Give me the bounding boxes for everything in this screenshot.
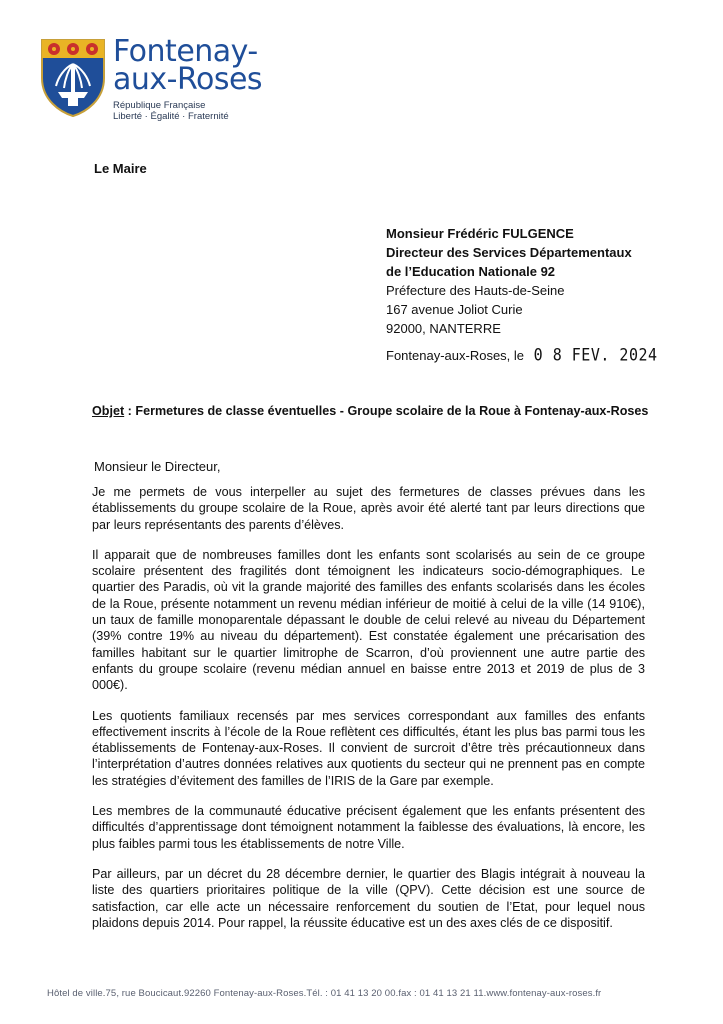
logo-name-line2: aux-Roses (113, 62, 263, 97)
paragraph: Les membres de la communauté éducative précisent également que les enfants présentent des difficultés d’apprentissage dont témoignent notamment la faiblesse des évaluations, là encore, les plus faibles parmi tous les établissements de notre Ville. (92, 804, 645, 851)
paragraph: Il apparait que de nombreuses familles dont les enfants sont scolarisés au sein de ce groupe scolaire présentent des fragilités dont témoignent les indicateurs socio-démographiques. Le quartier des Paradis, où vit la grande majorité des familles des enfants scolarisés dans les écoles de la Roue, présente notamment un revenu médian inférieur de moitié à celui de la ville (14 910€), un taux de famille monoparentale dépassant le double de celui relevé au niveau du Département (39% contre 19% au niveau du département). Est constatée également une précarisation des familles habitant sur le quartier limitrophe de Scarron, d’où proviennent une autre partie des enfants du groupe scolaire (revenu médian annuel en baisse entre 2013 et 2019 de plus de 3 000€). (92, 547, 645, 693)
logo-name-line1: Fontenay- (113, 34, 258, 69)
recipient-address-3: 92000, NANTERRE (386, 321, 501, 336)
recipient-title-1: Directeur des Services Départementaux (386, 245, 632, 260)
logo-republique: République Française (113, 100, 206, 111)
footer-fax: fax : 01 41 13 21 11 (398, 988, 484, 999)
city-logo (40, 34, 270, 128)
footer-website: www.fontenay-aux-roses.fr (486, 988, 602, 999)
subject-line (92, 404, 672, 418)
subject-text: : Fermetures de classe éventuelles - Groupe scolaire de la Roue à Fontenay-aux-Roses (124, 404, 649, 418)
footer-building: Hôtel de ville (47, 988, 103, 999)
recipient-block (386, 224, 632, 338)
footer-contact: Hôtel de ville.75, rue Boucicaut.92260 Fontenay-aux-Roses.Tél. : 01 41 13 20 00.fax : 01 41 13 21 11.www.fontenay-aux-roses.fr (47, 988, 602, 999)
recipient-name: Monsieur Frédéric FULGENCE (386, 226, 574, 241)
paragraph: Je me permets de vous interpeller au sujet des fermetures de classes prévues dans les établissements du groupe scolaire de la Roue, après avoir été alerté tant par leurs directions que par leurs représentants des parents d’élèves. (92, 485, 645, 532)
paragraph: Les quotients familiaux recensés par mes services correspondant aux familles des enfants effectivement inscrits à l’école de la Roue reflètent ces difficultés, étant les plus bas parmi tous les établissements de Fontenay-aux-Roses. Il convient de surcroit d’être très précautionneux dans l’interprétation d’autres données relatives aux quotients du secteur qui ne prennent pas en compte les stratégies d’évitement des familles de l’IRIS de la Gare par exemple. (92, 708, 645, 788)
footer-phone: Tél. : 01 41 13 20 00 (306, 988, 396, 999)
subject-label: Objet (92, 404, 125, 418)
recipient-title-2: de l’Education Nationale 92 (386, 264, 556, 279)
letter-body (92, 484, 645, 945)
sender-title: Le Maire (94, 161, 147, 176)
paragraph: Par ailleurs, par un décret du 28 décembre dernier, le quartier des Blagis intégrait à nouveau la liste des quartiers prioritaires politique de la ville (QPV). Cette décision est une source de satisfaction, car elle acte un nécessaire renforcement du soutien de l’Etat, pour lequel nous plaidons depuis 2014. Pour rappel, la réussite éducative est un des axes clés de ce dispositif. (92, 866, 645, 930)
recipient-address-1: Préfecture des Hauts-de-Seine (386, 283, 565, 298)
date-stamp: 0 8 FEV. 2024 (533, 344, 658, 366)
footer-street: 75, rue Boucicaut (105, 988, 182, 999)
recipient-address-2: 167 avenue Joliot Curie (386, 302, 523, 317)
logo-motto: Liberté · Égalité · Fraternité (113, 111, 229, 122)
date-line (386, 346, 658, 364)
city-crest-icon (40, 38, 106, 118)
date-place: Fontenay-aux-Roses, le (386, 348, 525, 363)
footer-city: 92260 Fontenay-aux-Roses (183, 988, 304, 999)
salutation: Monsieur le Directeur, (94, 459, 221, 474)
